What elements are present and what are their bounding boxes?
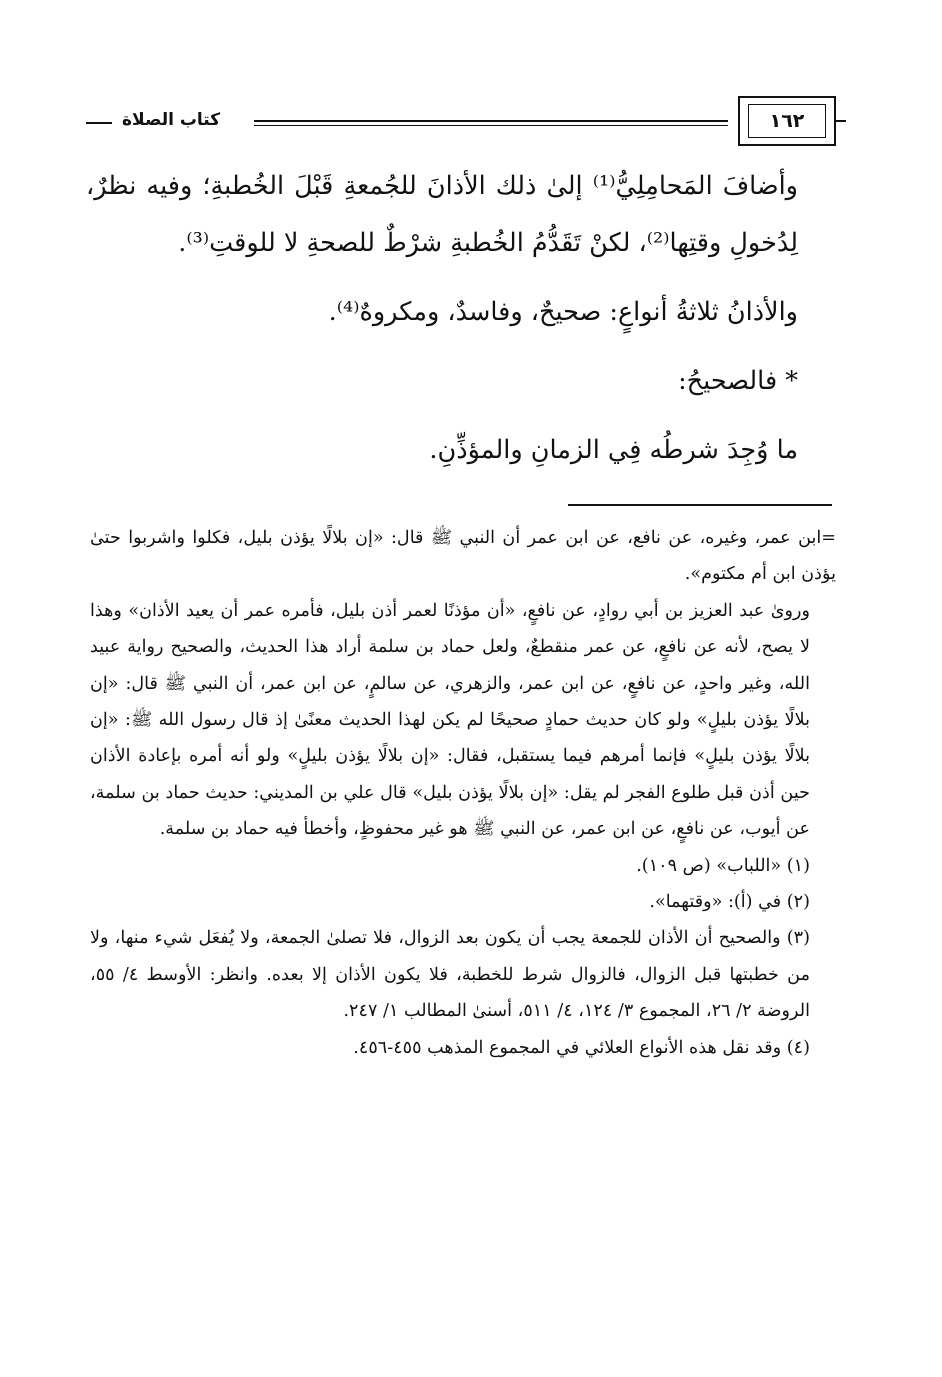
page-number-frame xyxy=(738,96,836,146)
main-paragraph: والأذانُ ثلاثةُ أنواعٍ: صحيحٌ، وفاسدٌ، ومكروهٌ⁽⁴⁾. xyxy=(328,297,798,327)
footnote-1: (١) «اللباب» (ص ١٠٩). xyxy=(636,855,810,876)
main-paragraph: ما وُجِدَ شرطُه فِي الزمانِ والمؤذِّنِ. xyxy=(429,435,798,465)
footnote-paragraph: ورویٰ عبد العزيز بن أبي روادٍ، عن نافعٍ، «أن مؤذنًا لعمر أذن بليل، فأمره عمر أن يعيد الأذان» وهذا لا يصح، لأنه عن نافعٍ، عن عمر منقطعٌ، ولعل حماد بن سلمة أراد هذا الحديث، والصحيح رواية عبيد الله، وغير واحدٍ، عن نافعٍ، عن ابن عمر، والزهري، عن سالمٍ، عن ابن عمر، أن النبي ﷺ قال: «إن بلالًا يؤذن بليلٍ» ولو كان حديث حمادٍ صحيحًا لم يكن لهذا الحديث معنًىٰ إذ قال رسول الله ﷺ: «إن بلالًا يؤذن بليلٍ» فإنما أمرهم فيما يستقبل، فقال: «إن بلالًا يؤذن بليلٍ» ولو أنه أمره بإعادة الأذان حين أذن قبل طلوع الفجر لم يقل: «إن بلالًا يؤذن بليل» قال علي بن المديني: حديث حماد بن سلمة، عن أيوب، عن نافعٍ، عن ابن عمر، عن النبي ﷺ هو غير محفوظٍ، وأخطأ فيه حماد بن سلمة. xyxy=(90,600,810,840)
footnote-separator xyxy=(568,504,832,506)
page-number: ١٦٢ xyxy=(748,104,826,138)
main-text xyxy=(86,158,834,479)
main-paragraph: وأضافَ المَحامِلِيُّ⁽¹⁾ إلىٰ ذلك الأذانَ للجُمعةِ قَبْلَ الخُطبةِ؛ وفيه نظرٌ، لِدُخولِ وقتِها⁽²⁾، لكنْ تَقَدُّمُ الخُطبةِ شرْطٌ للصحةِ لا للوقتِ⁽³⁾. xyxy=(86,171,798,258)
page-header xyxy=(86,96,846,150)
footnote-3: (٣) والصحيح أن الأذان للجمعة يجب أن يكون بعد الزوال، فلا تصلىٰ الجمعة، ولا يُفعَل شيء منها، ولا من خطبتها قبل الزوال، فالزوال شرط للخطبة، فلا يكون الأذان إلا بعده. وانظر: الأوسط ٤/ ٥٥، الروضة ٢/ ٢٦، المجموع ٣/ ١٢٤، ٤/ ٥١١، أسنىٰ المطالب ١/ ٢٤٧. xyxy=(90,928,810,1022)
footnote-4: (٤) وقد نقل هذه الأنواع العلائي في المجموع المذهب ٤٥٥-٤٥٦. xyxy=(353,1037,810,1058)
section-heading: * فالصحيحُ: xyxy=(678,366,798,396)
footnotes xyxy=(90,520,836,1066)
running-title: كتاب الصلاة xyxy=(122,110,221,130)
footnote-continuation: =ابن عمر، وغيره، عن نافع، عن ابن عمر أن النبي ﷺ قال: «إن بلالًا يؤذن بليل، فكلوا واشربوا حتىٰ يؤذن ابن أم مكتوم». xyxy=(90,528,836,585)
footnote-2: (٢) في (أ): «وقتهما». xyxy=(649,892,810,913)
header-dash xyxy=(834,120,846,122)
header-rule xyxy=(254,120,728,126)
header-dash xyxy=(86,122,112,124)
